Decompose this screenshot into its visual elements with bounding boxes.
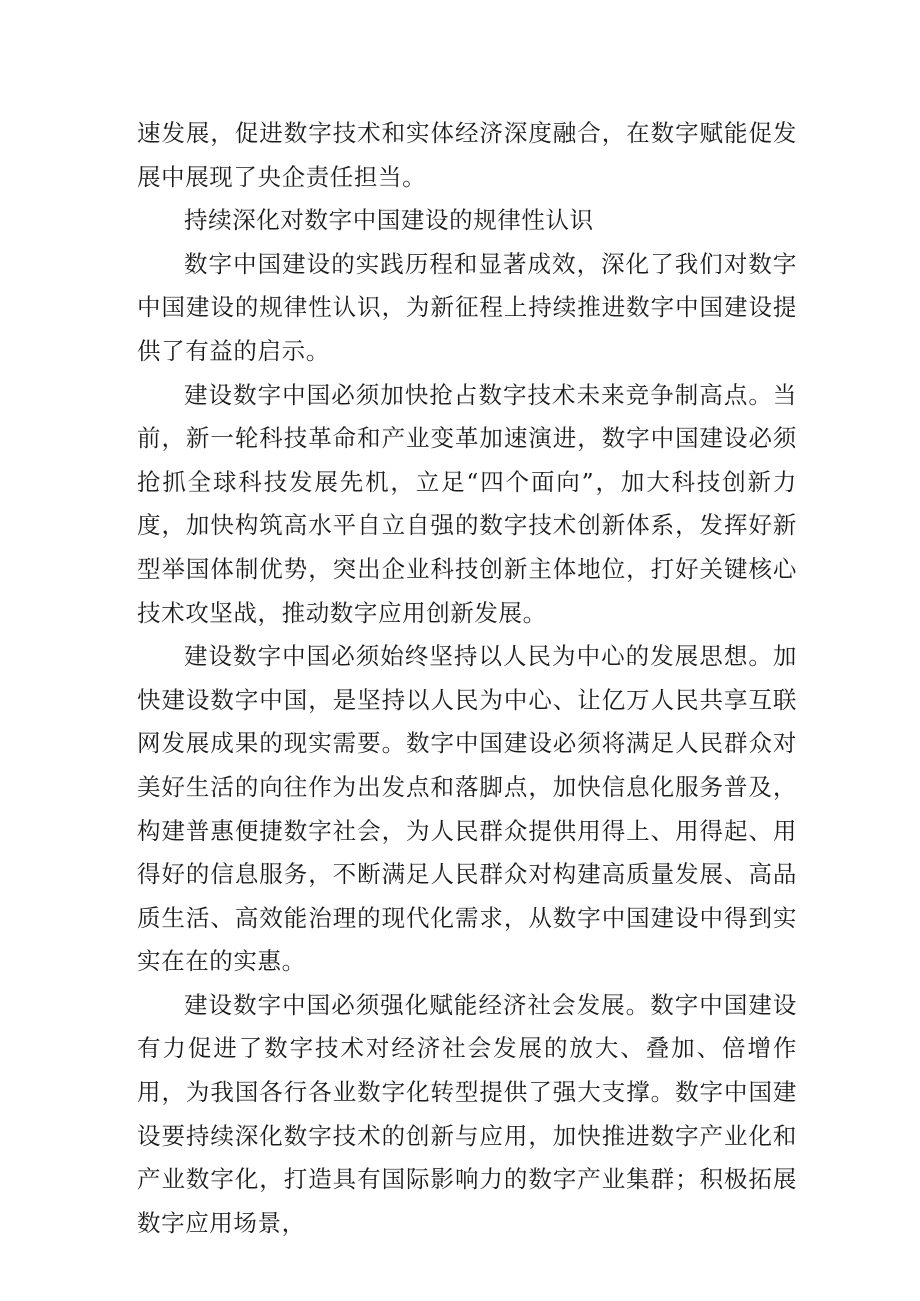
section-heading: 持续深化对数字中国建设的规律性认识 (184, 206, 594, 235)
paragraph: 建设数字中国必须强化赋能经济社会发展。数字中国建设有力促进了数字技术对经济社会发展的放大、叠加、倍增作用，为我国各行各业数字化转型提供了强大支撑。数字中国建设要持续深化数字技术的创新与应用，加快推进数字产业化和产业数字化，打造具有国际影响力的数字产业集群；积极拓展数字应用场景， (137, 990, 797, 1237)
document-body (137, 112, 797, 1245)
paragraph: 数字中国建设的实践历程和显著成效，深化了我们对数字中国建设的规律性认识，为新征程上持续推进数字中国建设提供了有益的启示。 (137, 249, 797, 365)
paragraph: 建设数字中国必须始终坚持以人民为中心的发展思想。加快建设数字中国，是坚持以人民为中心、让亿万人民共享互联网发展成果的现实需要。数字中国建设必须将满足人民群众对美好生活的向往作为出发点和落脚点，加快信息化服务普及，构建普惠便捷数字社会，为人民群众提供用得上、用得起、用得好的信息服务，不断满足人民群众对构建高质量发展、高品质生活、高效能治理的现代化需求，从数字中国建设中得到实实在在的实惠。 (137, 642, 797, 976)
paragraph-continuation: 速发展，促进数字技术和实体经济深度融合，在数字赋能促发展中展现了央企责任担当。 (137, 119, 797, 191)
paragraph: 建设数字中国必须加快抢占数字技术未来竞争制高点。当前，新一轮科技革命和产业变革加速演进，数字中国建设必须抢抓全球科技发展先机，立足“四个面向”，加大科技创新力度，加快构筑高水平自立自强的数字技术创新体系，发挥好新型举国体制优势，突出企业科技创新主体地位，打好关键核心技术攻坚战，推动数字应用创新发展。 (137, 380, 797, 627)
